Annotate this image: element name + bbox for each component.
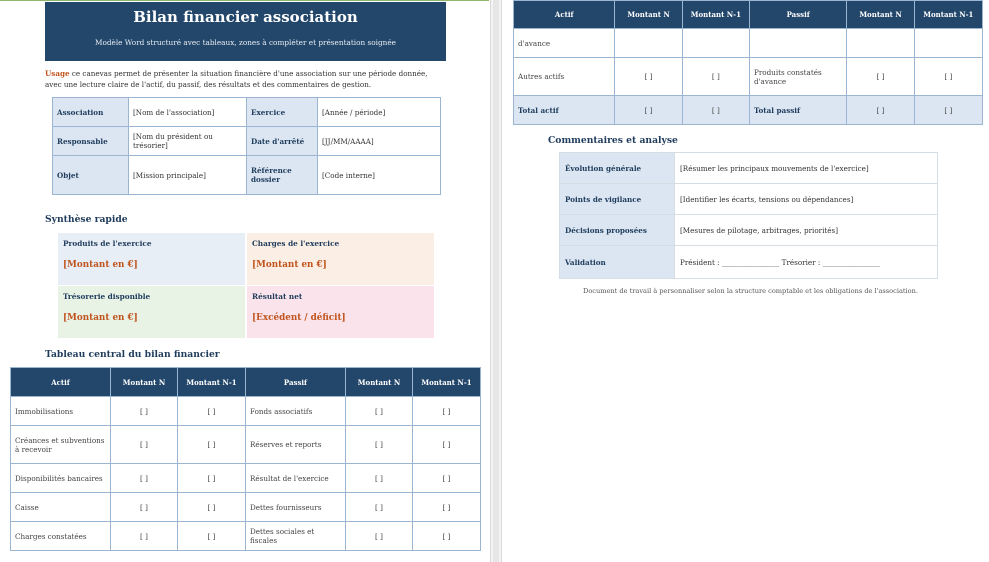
amount-field[interactable]: [ ]	[847, 96, 914, 125]
col-header-montant-n1: Montant N-1	[178, 368, 246, 397]
document-page-right	[502, 0, 989, 562]
col-header-passif: Passif	[749, 1, 846, 29]
amount-field[interactable]: [ ]	[413, 493, 481, 522]
comment-label: Points de vigilance	[560, 184, 675, 215]
amount-field[interactable]: [ ]	[178, 397, 246, 426]
table-row	[514, 58, 983, 96]
amount-field[interactable]: [ ]	[914, 58, 982, 96]
passif-label: Dettes fournisseurs	[246, 493, 346, 522]
amount-field[interactable]: [ ]	[615, 58, 682, 96]
col-header-montant-n1: Montant N-1	[914, 1, 982, 29]
tile-value-field[interactable]: [Montant en €]	[63, 313, 138, 323]
actif-label: d'avance	[514, 29, 615, 58]
amount-field[interactable]: [ ]	[682, 96, 749, 125]
col-header-montant-n: Montant N	[111, 368, 178, 397]
tile-value-field[interactable]: [Montant en €]	[63, 260, 138, 270]
amount-field[interactable]: [ ]	[615, 96, 682, 125]
col-header-passif: Passif	[246, 368, 346, 397]
tile-label: Charges de l'exercice	[252, 239, 340, 248]
comment-row	[560, 153, 938, 184]
info-row	[53, 127, 441, 156]
comment-label: Validation	[560, 246, 675, 279]
tile-label: Produits de l'exercice	[63, 239, 152, 248]
info-value-field[interactable]: [Mission principale]	[129, 156, 247, 195]
tile-label: Trésorerie disponible	[63, 292, 151, 301]
amount-field[interactable]: [ ]	[346, 522, 413, 551]
total-passif-label: Total passif	[749, 96, 846, 125]
amount-field[interactable]: [ ]	[111, 464, 178, 493]
document-subtitle: Modèle Word structuré avec tableaux, zones à compléter et présentation soignée	[94, 38, 397, 47]
amount-field[interactable]: [ ]	[111, 397, 178, 426]
comment-value-field[interactable]: [Résumer les principaux mouvements de l'exercice]	[675, 153, 938, 184]
tile-produits	[58, 233, 245, 285]
amount-field[interactable]: [ ]	[346, 493, 413, 522]
amount-field[interactable]: [ ]	[413, 522, 481, 551]
amount-field[interactable]	[914, 29, 982, 58]
comments-table	[559, 152, 938, 279]
col-header-montant-n: Montant N	[847, 1, 914, 29]
passif-label	[749, 29, 846, 58]
intro-keyword: Usage	[45, 69, 70, 78]
comments-heading: Commentaires et analyse	[548, 135, 678, 146]
tile-label: Résultat net	[252, 292, 303, 301]
amount-field[interactable]	[847, 29, 914, 58]
amount-field[interactable]: [ ]	[346, 397, 413, 426]
actif-label: Caisse	[11, 493, 111, 522]
actif-label: Disponibilités bancaires	[11, 464, 111, 493]
col-header-montant-n1: Montant N-1	[413, 368, 481, 397]
amount-field[interactable]: [ ]	[914, 96, 982, 125]
amount-field[interactable]	[682, 29, 749, 58]
table-row	[11, 464, 481, 493]
comment-row	[560, 184, 938, 215]
actif-label: Créances et subventions à recevoir	[11, 426, 111, 464]
amount-field[interactable]: [ ]	[413, 426, 481, 464]
passif-label: Fonds associatifs	[246, 397, 346, 426]
page-divider	[490, 0, 502, 562]
info-label: Date d'arrêté	[247, 127, 318, 156]
actif-label: Autres actifs	[514, 58, 615, 96]
header-banner	[45, 2, 446, 61]
info-label: Référence dossier	[247, 156, 318, 195]
amount-field[interactable]	[615, 29, 682, 58]
tile-tresorerie	[58, 286, 245, 338]
info-row	[53, 156, 441, 195]
document-title: Bilan financier association	[133, 8, 358, 26]
amount-field[interactable]: [ ]	[682, 58, 749, 96]
intro-text: ce canevas permet de présenter la situation financière d'une association sur une période donnée, avec une lecture claire de l'actif, du passif, des résultats et des commentaires de gestion.	[45, 69, 428, 89]
table-row	[11, 397, 481, 426]
amount-field[interactable]: [ ]	[847, 58, 914, 96]
amount-field[interactable]: [ ]	[111, 426, 178, 464]
col-header-actif: Actif	[514, 1, 615, 29]
info-value-field[interactable]: [Année / période]	[318, 98, 441, 127]
bilan-header-row	[514, 1, 983, 29]
info-value-field[interactable]: [Nom de l'association]	[129, 98, 247, 127]
footnote: Document de travail à personnaliser selon la structure comptable et les obligations de l'association.	[583, 287, 918, 295]
synthese-tiles	[58, 233, 434, 338]
comment-label: Décisions proposées	[560, 215, 675, 246]
amount-field[interactable]: [ ]	[178, 493, 246, 522]
tile-resultat	[247, 286, 434, 338]
amount-field[interactable]: [ ]	[178, 522, 246, 551]
table-row	[11, 493, 481, 522]
comment-value-field[interactable]: [Identifier les écarts, tensions ou dépendances]	[675, 184, 938, 215]
synthese-heading: Synthèse rapide	[45, 214, 128, 225]
actif-label: Immobilisations	[11, 397, 111, 426]
info-value-field[interactable]: [Nom du président ou trésorier]	[129, 127, 247, 156]
info-table	[52, 97, 441, 195]
passif-label: Dettes sociales et fiscales	[246, 522, 346, 551]
actif-label: Charges constatées	[11, 522, 111, 551]
amount-field[interactable]: [ ]	[346, 426, 413, 464]
table-row	[11, 426, 481, 464]
bilan-table	[10, 367, 481, 551]
validation-field[interactable]: Président : ________________ Trésorier : ________________	[675, 246, 938, 279]
amount-field[interactable]: [ ]	[346, 464, 413, 493]
amount-field[interactable]: [ ]	[178, 464, 246, 493]
passif-label: Résultat de l'exercice	[246, 464, 346, 493]
comment-row	[560, 246, 938, 279]
info-label: Responsable	[53, 127, 129, 156]
info-value-field[interactable]: [Code interne]	[318, 156, 441, 195]
comment-row	[560, 215, 938, 246]
total-actif-label: Total actif	[514, 96, 615, 125]
passif-label: Produits constatés d'avance	[749, 58, 846, 96]
passif-label: Réserves et reports	[246, 426, 346, 464]
amount-field[interactable]: [ ]	[111, 493, 178, 522]
bilan-table-continued	[513, 0, 983, 125]
col-header-montant-n1: Montant N-1	[682, 1, 749, 29]
info-value-field[interactable]: [JJ/MM/AAAA]	[318, 127, 441, 156]
amount-field[interactable]: [ ]	[111, 522, 178, 551]
comment-value-field[interactable]: [Mesures de pilotage, arbitrages, priorités]	[675, 215, 938, 246]
tile-charges	[247, 233, 434, 285]
info-row	[53, 98, 441, 127]
comment-label: Évolution générale	[560, 153, 675, 184]
bilan-header-row	[11, 368, 481, 397]
table-row	[514, 29, 983, 58]
amount-field[interactable]: [ ]	[178, 426, 246, 464]
intro-paragraph	[45, 69, 445, 90]
tile-value-field[interactable]: [Excédent / déficit]	[252, 313, 346, 323]
document-page-left	[0, 0, 490, 562]
col-header-actif: Actif	[11, 368, 111, 397]
col-header-montant-n: Montant N	[346, 368, 413, 397]
amount-field[interactable]: [ ]	[413, 464, 481, 493]
col-header-montant-n: Montant N	[615, 1, 682, 29]
info-label: Exercice	[247, 98, 318, 127]
page-gutter	[493, 0, 499, 562]
info-label: Association	[53, 98, 129, 127]
top-rule	[0, 0, 489, 1]
tile-value-field[interactable]: [Montant en €]	[252, 260, 327, 270]
amount-field[interactable]: [ ]	[413, 397, 481, 426]
total-row	[514, 96, 983, 125]
info-label: Objet	[53, 156, 129, 195]
table-row	[11, 522, 481, 551]
bilan-heading: Tableau central du bilan financier	[45, 349, 220, 360]
